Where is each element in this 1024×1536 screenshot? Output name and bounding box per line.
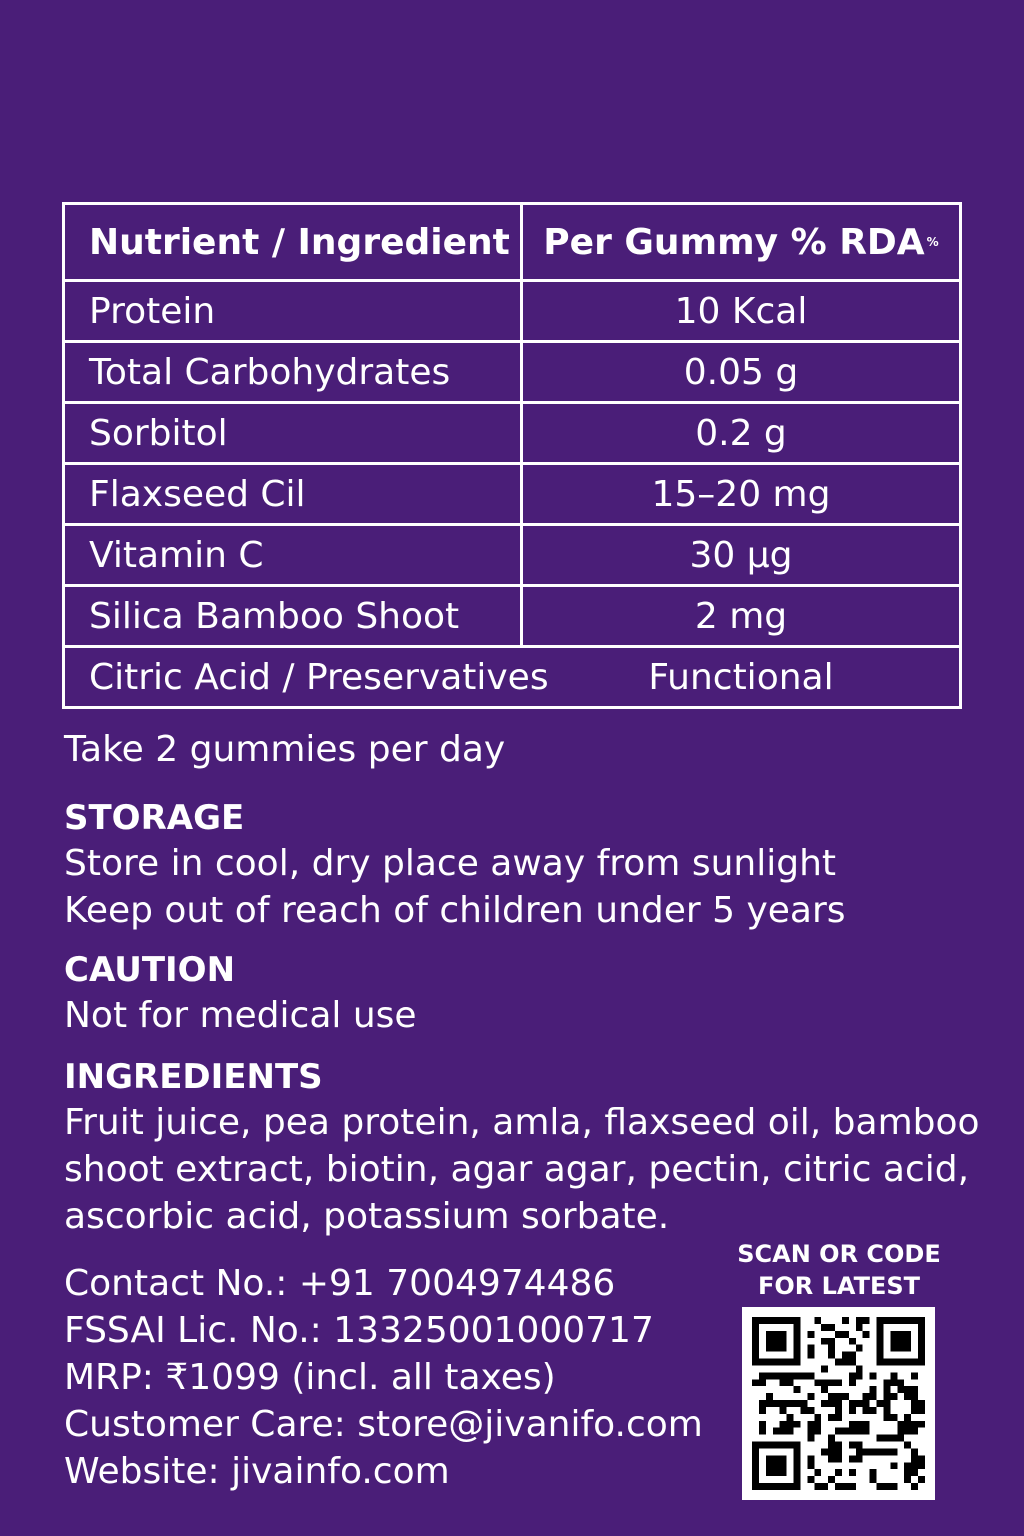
nutrient-name: Total Carbohydrates — [65, 343, 523, 401]
table-row — [65, 401, 959, 462]
nutrient-value: 10 Kcal — [674, 290, 808, 332]
ingredients-line: Fruit juice, pea protein, amla, flaxseed oil, bamboo — [64, 1102, 980, 1143]
contact-number: Contact No.: +91 7004974486 — [64, 1263, 616, 1304]
ingredients-line: shoot extract, biotin, agar agar, pectin, citric acid, — [64, 1149, 970, 1190]
nutrient-value: 2 mg — [694, 595, 788, 637]
header-per-gummy-label: Per Gummy % RDA — [543, 221, 925, 263]
fssai-license: FSSAI Lic. No.: 13325001000717 — [64, 1310, 654, 1351]
caution-section — [64, 948, 417, 1039]
table-row — [65, 340, 959, 401]
rda-superscript: % — [926, 235, 939, 249]
qr-code-icon[interactable] — [742, 1307, 935, 1500]
nutrition-table — [62, 202, 962, 709]
website: Website: jivainfo.com — [64, 1451, 450, 1492]
table-row — [65, 462, 959, 523]
table-row — [65, 523, 959, 584]
storage-heading: STORAGE — [64, 798, 245, 838]
nutrient-name: Flaxseed Cil — [65, 465, 523, 523]
caution-text: Not for medical use — [64, 995, 417, 1036]
nutrient-value: 15–20 mg — [651, 473, 831, 515]
nutrient-name: Silica Bamboo Shoot — [65, 587, 523, 645]
nutrient-value: 30 µg — [689, 534, 793, 576]
nutrient-name: Protein — [65, 282, 523, 340]
qr-label-line: FOR LATEST — [757, 1272, 921, 1300]
qr-label-line: SCAN OR CODE — [737, 1240, 941, 1268]
ingredients-line: ascorbic acid, potassium sorbate. — [64, 1196, 670, 1237]
nutrient-value: 0.2 g — [695, 412, 787, 454]
customer-care-email: Customer Care: store@jivanifo.com — [64, 1404, 703, 1445]
ingredients-heading: INGREDIENTS — [64, 1057, 323, 1097]
contact-section — [64, 1260, 703, 1495]
header-nutrient: Nutrient / Ingredient — [65, 205, 523, 279]
table-header-row — [65, 205, 959, 279]
table-row — [65, 584, 959, 645]
storage-line: Keep out of reach of children under 5 years — [64, 890, 846, 931]
storage-line: Store in cool, dry place away from sunlight — [64, 843, 836, 884]
nutrient-value: Functional — [648, 656, 834, 698]
nutrient-value: 0.05 g — [683, 351, 799, 393]
table-row — [65, 645, 959, 706]
qr-code-graphic — [752, 1317, 925, 1490]
nutrient-name: Citric Acid / Preservatives — [89, 656, 549, 698]
storage-section — [64, 796, 846, 934]
dosage-text: Take 2 gummies per day — [64, 729, 506, 770]
nutrient-name: Sorbitol — [65, 404, 523, 462]
nutrient-name: Vitamin C — [65, 526, 523, 584]
table-row — [65, 279, 959, 340]
caution-heading: CAUTION — [64, 950, 236, 990]
ingredients-section — [64, 1055, 980, 1240]
mrp-price: MRP: ₹1099 (incl. all taxes) — [64, 1357, 556, 1398]
header-per-gummy — [523, 205, 959, 279]
